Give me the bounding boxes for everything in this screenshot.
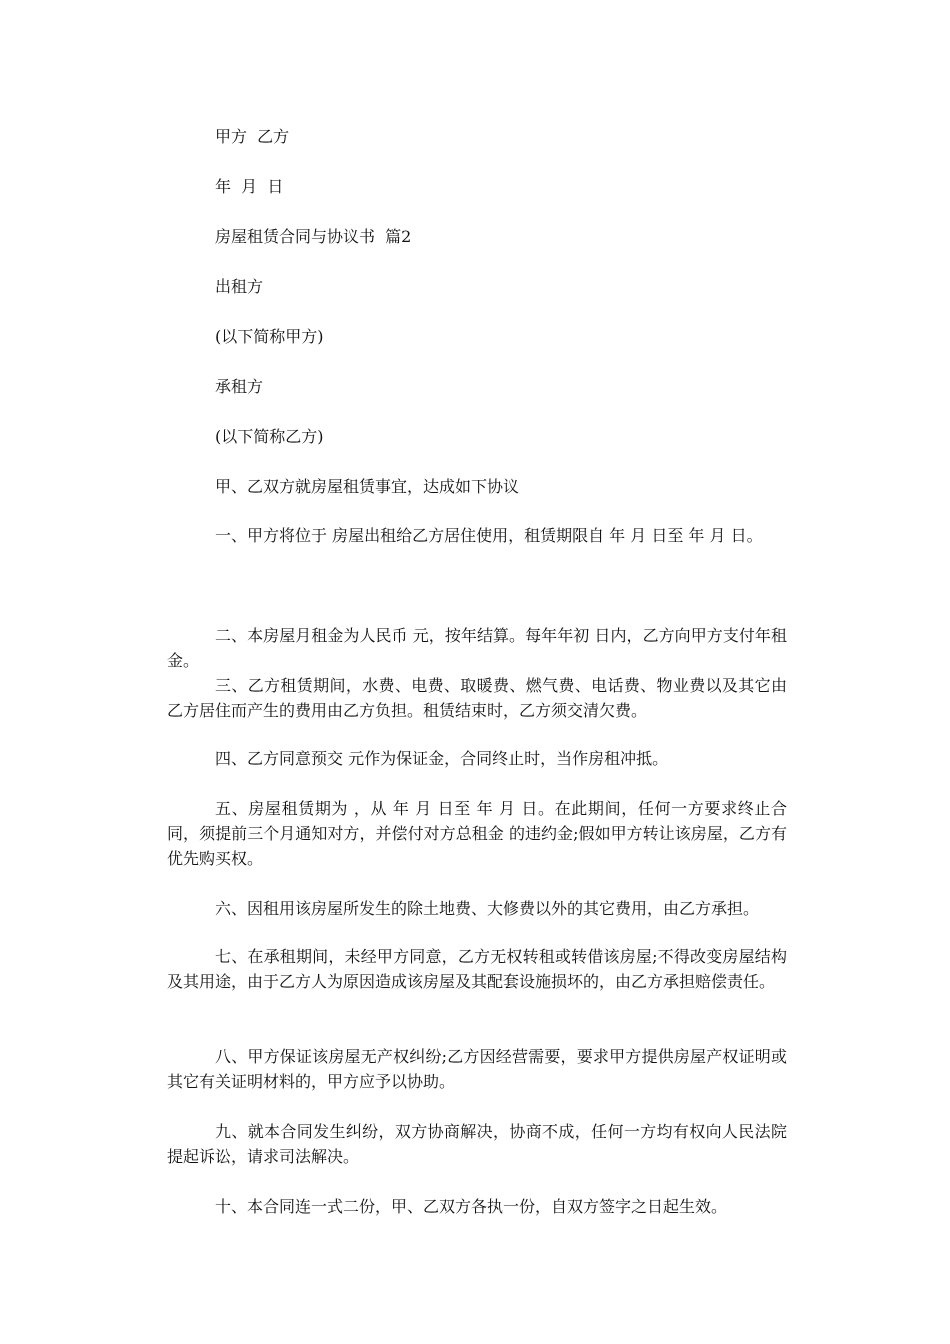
lessor-note: (以下简称甲方) [215,327,324,346]
clause-5: 五、房屋租赁期为 ，从 年 月 日至 年 月 日。在此期间，任何一方要求终止合同，须提前三个月通知对方，并偿付对方总租金 的违约金;假如甲方转让该房屋，乙方有优先购买权。 [167,799,787,868]
agreement-intro: 甲、乙双方就房屋租赁事宜，达成如下协议 [215,477,520,496]
clause-6: 六、因租用该房屋所发生的除土地费、大修费以外的其它费用，由乙方承担。 [215,899,760,918]
clause-7: 七、在承租期间，未经甲方同意，乙方无权转租或转借该房屋;不得改变房屋结构及其用途，由于乙方人为原因造成该房屋及其配套设施损坏的，由乙方承担赔偿责任。 [167,947,787,991]
signature-line: 甲方 乙方 [215,127,290,146]
lessor-label: 出租方 [215,277,264,296]
lessee-label: 承租方 [215,377,264,396]
clause-4: 四、乙方同意预交 元作为保证金，合同终止时，当作房租冲抵。 [215,749,669,768]
clause-1: 一、甲方将位于 房屋出租给乙方居住使用，租赁期限自 年 月 日至 年 月 日。 [215,526,763,545]
clause-3: 三、乙方租赁期间，水费、电费、取暖费、燃气费、电话费、物业费以及其它由乙方居住而产生的费用由乙方负担。租赁结束时，乙方须交清欠费。 [167,676,787,720]
clause-8: 八、甲方保证该房屋无产权纠纷;乙方因经营需要，要求甲方提供房屋产权证明或其它有关证明材料的，甲方应予以协助。 [167,1047,787,1091]
clause-9: 九、就本合同发生纠纷，双方协商解决，协商不成，任何一方均有权向人民法院提起诉讼，请求司法解决。 [167,1122,787,1166]
clause-10: 十、本合同连一式二份，甲、乙双方各执一份，自双方签字之日起生效。 [215,1197,728,1216]
clause-2: 二、本房屋月租金为人民币 元，按年结算。每年年初 日内，乙方向甲方支付年租金。 [167,626,787,670]
section-title: 房屋租赁合同与协议书 篇2 [215,227,412,246]
lessee-note: (以下简称乙方) [215,427,324,446]
date-line: 年 月 日 [215,177,284,196]
